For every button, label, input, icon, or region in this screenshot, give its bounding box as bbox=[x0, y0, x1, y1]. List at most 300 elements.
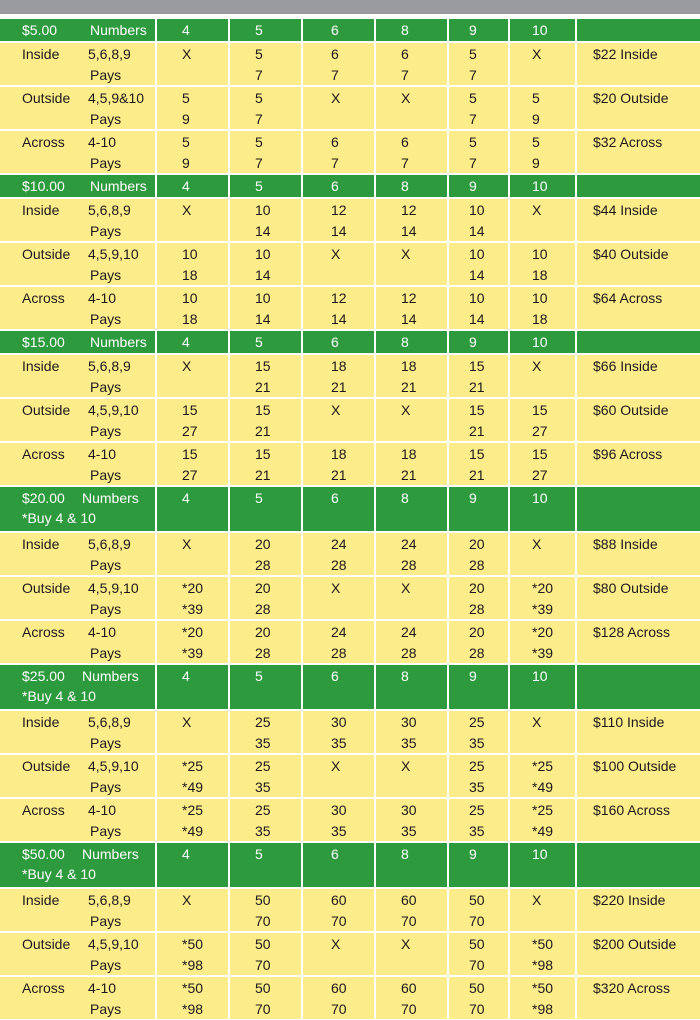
payout-cell bbox=[376, 355, 447, 397]
section-label-cell bbox=[0, 665, 155, 709]
bet-type-cell bbox=[0, 621, 155, 663]
payout-pays: *39 bbox=[182, 601, 204, 617]
pays-label: Pays bbox=[90, 557, 122, 573]
top-bar bbox=[0, 0, 700, 14]
payout-bet: 10 bbox=[469, 202, 485, 218]
payout-pays: 70 bbox=[255, 1001, 271, 1017]
payout-bet: 18 bbox=[401, 358, 417, 374]
payout-cell bbox=[230, 977, 301, 1019]
payout-cell bbox=[303, 287, 374, 329]
payout-bet: 24 bbox=[401, 536, 417, 552]
payout-bet: 12 bbox=[401, 290, 417, 306]
payout-cell bbox=[303, 355, 374, 397]
header-number: 8 bbox=[401, 846, 409, 862]
payout-cell bbox=[510, 243, 575, 285]
payout-pays: 28 bbox=[401, 645, 417, 661]
header-number: 5 bbox=[255, 334, 263, 350]
payout-bet: X bbox=[532, 892, 542, 908]
payout-bet: 30 bbox=[331, 802, 347, 818]
total-label: $128 Across bbox=[593, 624, 671, 640]
payout-bet: 5 bbox=[532, 134, 540, 150]
total-cell bbox=[577, 621, 700, 663]
payout-pays: 35 bbox=[255, 823, 271, 839]
numbers-label: Numbers bbox=[90, 334, 147, 350]
bet-row bbox=[0, 577, 700, 619]
payout-bet: 15 bbox=[182, 402, 198, 418]
payout-cell bbox=[303, 399, 374, 441]
payout-cell bbox=[230, 287, 301, 329]
payout-cell bbox=[157, 933, 228, 975]
payout-pays: 35 bbox=[469, 735, 485, 751]
header-number-cell bbox=[376, 487, 447, 531]
payout-cell bbox=[157, 131, 228, 173]
payout-cell bbox=[449, 287, 508, 329]
payout-bet: 25 bbox=[255, 758, 271, 774]
pays-label: Pays bbox=[90, 779, 122, 795]
payout-bet: X bbox=[331, 758, 341, 774]
header-number: 6 bbox=[331, 178, 339, 194]
payout-pays: 18 bbox=[532, 267, 548, 283]
bet-type-cell bbox=[0, 933, 155, 975]
header-total-cell bbox=[577, 487, 700, 531]
payout-pays: 9 bbox=[532, 111, 540, 127]
bet-type-cell bbox=[0, 287, 155, 329]
header-number-cell bbox=[376, 843, 447, 887]
total-label: $220 Inside bbox=[593, 892, 666, 908]
payout-pays: *98 bbox=[532, 957, 554, 973]
header-number: 8 bbox=[401, 22, 409, 38]
payout-bet: 20 bbox=[255, 536, 271, 552]
payout-cell bbox=[230, 889, 301, 931]
payout-bet: 10 bbox=[182, 246, 198, 262]
payout-cell bbox=[157, 287, 228, 329]
payout-bet: X bbox=[532, 46, 542, 62]
payout-pays: *49 bbox=[532, 779, 554, 795]
payout-pays: 7 bbox=[255, 67, 263, 83]
payout-cell bbox=[230, 533, 301, 575]
payout-cell bbox=[230, 711, 301, 753]
bet-type: Across bbox=[22, 134, 65, 150]
bet-type-cell bbox=[0, 977, 155, 1019]
total-cell bbox=[577, 889, 700, 931]
bet-row bbox=[0, 443, 700, 485]
payout-pays: 14 bbox=[469, 311, 485, 327]
bet-type: Across bbox=[22, 446, 65, 462]
payout-pays: 28 bbox=[469, 601, 485, 617]
payout-pays: 70 bbox=[401, 913, 417, 929]
total-label: $80 Outside bbox=[593, 580, 669, 596]
bet-type: Outside bbox=[22, 580, 71, 596]
bet-numbers: 4,5,9,10 bbox=[88, 580, 139, 596]
payout-pays: 21 bbox=[255, 423, 271, 439]
section-label-cell bbox=[0, 19, 155, 41]
header-number-cell bbox=[157, 331, 228, 353]
payout-cell bbox=[510, 399, 575, 441]
bet-type-cell bbox=[0, 533, 155, 575]
pays-label: Pays bbox=[90, 823, 122, 839]
payout-cell bbox=[510, 977, 575, 1019]
payout-pays: 21 bbox=[469, 423, 485, 439]
payout-pays: 28 bbox=[255, 557, 271, 573]
payout-cell bbox=[303, 131, 374, 173]
header-number: 9 bbox=[469, 668, 477, 684]
payout-bet: 12 bbox=[401, 202, 417, 218]
payout-pays: 21 bbox=[469, 379, 485, 395]
payout-bet: X bbox=[532, 714, 542, 730]
header-number-cell bbox=[303, 843, 374, 887]
payout-cell bbox=[449, 711, 508, 753]
payout-bet: X bbox=[401, 580, 411, 596]
total-cell bbox=[577, 399, 700, 441]
bet-type: Outside bbox=[22, 402, 71, 418]
payout-cell bbox=[510, 755, 575, 797]
header-number: 10 bbox=[532, 668, 548, 684]
bet-type: Across bbox=[22, 290, 65, 306]
payout-cell bbox=[157, 243, 228, 285]
pays-label: Pays bbox=[90, 423, 122, 439]
payout-cell bbox=[230, 577, 301, 619]
bet-row bbox=[0, 43, 700, 85]
pays-label: Pays bbox=[90, 957, 122, 973]
payout-cell bbox=[303, 889, 374, 931]
header-number: 9 bbox=[469, 178, 477, 194]
payout-pays: *98 bbox=[182, 957, 204, 973]
section-header-row bbox=[0, 665, 700, 709]
payout-cell bbox=[510, 43, 575, 85]
numbers-label: Numbers bbox=[90, 22, 147, 38]
payout-bet: X bbox=[331, 246, 341, 262]
payout-cell bbox=[510, 131, 575, 173]
payout-pays: 14 bbox=[255, 311, 271, 327]
payout-bet: *25 bbox=[532, 802, 554, 818]
total-cell bbox=[577, 933, 700, 975]
bet-numbers: 4,5,9,10 bbox=[88, 402, 139, 418]
payout-cell bbox=[230, 199, 301, 241]
payout-bet: 10 bbox=[255, 246, 271, 262]
bet-type: Inside bbox=[22, 202, 60, 218]
payout-pays: 35 bbox=[469, 823, 485, 839]
payout-pays: 28 bbox=[331, 557, 347, 573]
payout-cell bbox=[376, 711, 447, 753]
total-label: $40 Outside bbox=[593, 246, 669, 262]
payout-bet: 10 bbox=[255, 290, 271, 306]
payout-cell bbox=[303, 577, 374, 619]
bet-type-cell bbox=[0, 199, 155, 241]
total-label: $60 Outside bbox=[593, 402, 669, 418]
payout-cell bbox=[449, 355, 508, 397]
payout-pays: *98 bbox=[532, 1001, 554, 1017]
payout-bet: *25 bbox=[182, 802, 204, 818]
header-number-cell bbox=[510, 175, 575, 197]
bet-type: Outside bbox=[22, 90, 71, 106]
payout-cell bbox=[230, 131, 301, 173]
payout-cell bbox=[157, 977, 228, 1019]
payout-bet: 30 bbox=[401, 802, 417, 818]
header-number-cell bbox=[510, 665, 575, 709]
payout-cell bbox=[303, 799, 374, 841]
payout-cell bbox=[157, 755, 228, 797]
payout-pays: 21 bbox=[401, 379, 417, 395]
header-number: 8 bbox=[401, 490, 409, 506]
payout-cell bbox=[510, 799, 575, 841]
header-number: 6 bbox=[331, 668, 339, 684]
payout-pays: 14 bbox=[255, 267, 271, 283]
bet-type: Across bbox=[22, 980, 65, 996]
header-number: 9 bbox=[469, 846, 477, 862]
payout-bet: 12 bbox=[331, 290, 347, 306]
payout-cell bbox=[376, 287, 447, 329]
header-number: 5 bbox=[255, 668, 263, 684]
payout-cell bbox=[449, 199, 508, 241]
payout-cell bbox=[230, 243, 301, 285]
header-number: 8 bbox=[401, 668, 409, 684]
bet-numbers: 5,6,8,9 bbox=[88, 46, 131, 62]
payout-cell bbox=[376, 933, 447, 975]
payout-cell bbox=[157, 43, 228, 85]
payout-cell bbox=[157, 711, 228, 753]
payout-bet: 5 bbox=[255, 134, 263, 150]
payout-cell bbox=[157, 577, 228, 619]
header-number-cell bbox=[376, 665, 447, 709]
payout-bet: X bbox=[401, 758, 411, 774]
payout-pays: 28 bbox=[469, 557, 485, 573]
bet-type: Inside bbox=[22, 536, 60, 552]
payout-cell bbox=[449, 43, 508, 85]
payout-cell bbox=[449, 443, 508, 485]
payout-bet: 10 bbox=[532, 246, 548, 262]
header-number-cell bbox=[303, 331, 374, 353]
total-cell bbox=[577, 355, 700, 397]
payout-bet: *50 bbox=[532, 936, 554, 952]
header-number: 6 bbox=[331, 846, 339, 862]
payout-pays: 27 bbox=[532, 423, 548, 439]
payout-cell bbox=[376, 87, 447, 129]
payout-cell bbox=[303, 87, 374, 129]
payout-pays: 21 bbox=[401, 467, 417, 483]
payout-cell bbox=[376, 621, 447, 663]
header-total-cell bbox=[577, 843, 700, 887]
payout-pays: 35 bbox=[255, 779, 271, 795]
payout-bet: 10 bbox=[469, 246, 485, 262]
payout-bet: 6 bbox=[331, 134, 339, 150]
bet-numbers: 4,5,9,10 bbox=[88, 936, 139, 952]
bet-amount: $15.00 bbox=[22, 334, 65, 350]
total-cell bbox=[577, 287, 700, 329]
payout-pays: 28 bbox=[401, 557, 417, 573]
payout-cell bbox=[303, 711, 374, 753]
payout-cell bbox=[510, 533, 575, 575]
payout-pays: 7 bbox=[401, 67, 409, 83]
payout-bet: *20 bbox=[182, 580, 204, 596]
payout-bet: 30 bbox=[331, 714, 347, 730]
pays-label: Pays bbox=[90, 913, 122, 929]
payout-cell bbox=[376, 43, 447, 85]
payout-cell bbox=[376, 199, 447, 241]
total-label: $88 Inside bbox=[593, 536, 658, 552]
header-number: 9 bbox=[469, 22, 477, 38]
pays-label: Pays bbox=[90, 379, 122, 395]
payout-pays: *39 bbox=[532, 601, 554, 617]
payout-pays: 35 bbox=[401, 735, 417, 751]
bet-amount: $10.00 bbox=[22, 178, 65, 194]
bet-numbers: 4,5,9&10 bbox=[88, 90, 145, 106]
payout-bet: 5 bbox=[469, 90, 477, 106]
payout-pays: *39 bbox=[182, 645, 204, 661]
payout-cell bbox=[449, 131, 508, 173]
pays-label: Pays bbox=[90, 645, 122, 661]
pays-label: Pays bbox=[90, 1001, 122, 1017]
payout-bet: 15 bbox=[469, 358, 485, 374]
payout-cell bbox=[376, 243, 447, 285]
bet-type: Inside bbox=[22, 714, 60, 730]
payout-bet: 50 bbox=[255, 892, 271, 908]
buy-note: *Buy 4 & 10 bbox=[22, 688, 96, 704]
header-number-cell bbox=[157, 175, 228, 197]
payout-bet: 24 bbox=[331, 536, 347, 552]
payout-bet: 10 bbox=[255, 202, 271, 218]
payout-bet: X bbox=[401, 402, 411, 418]
header-number-cell bbox=[230, 843, 301, 887]
section-label-cell bbox=[0, 331, 155, 353]
payout-pays: 14 bbox=[331, 223, 347, 239]
header-number: 4 bbox=[182, 490, 190, 506]
payout-bet: X bbox=[401, 936, 411, 952]
header-number-cell bbox=[157, 487, 228, 531]
payout-bet: *25 bbox=[182, 758, 204, 774]
bet-numbers: 4-10 bbox=[88, 624, 117, 640]
payout-bet: 12 bbox=[331, 202, 347, 218]
payout-cell bbox=[303, 933, 374, 975]
payout-bet: X bbox=[182, 202, 192, 218]
bet-type: Inside bbox=[22, 46, 60, 62]
payout-cell bbox=[157, 87, 228, 129]
bet-type: Across bbox=[22, 802, 65, 818]
bet-row bbox=[0, 287, 700, 329]
payout-cell bbox=[376, 799, 447, 841]
bet-type: Across bbox=[22, 624, 65, 640]
payout-bet: 18 bbox=[331, 358, 347, 374]
payout-pays: 18 bbox=[182, 267, 198, 283]
payout-pays: 9 bbox=[532, 155, 540, 171]
header-number-cell bbox=[157, 843, 228, 887]
payout-bet: 15 bbox=[532, 402, 548, 418]
header-number: 4 bbox=[182, 846, 190, 862]
total-cell bbox=[577, 443, 700, 485]
total-label: $200 Outside bbox=[593, 936, 677, 952]
total-label: $44 Inside bbox=[593, 202, 658, 218]
header-number: 10 bbox=[532, 178, 548, 194]
total-cell bbox=[577, 577, 700, 619]
payout-bet: 5 bbox=[469, 134, 477, 150]
bet-row bbox=[0, 933, 700, 975]
payout-bet: 18 bbox=[331, 446, 347, 462]
payout-bet: 6 bbox=[401, 134, 409, 150]
payout-pays: 18 bbox=[182, 311, 198, 327]
payout-cell bbox=[303, 977, 374, 1019]
bet-type-cell bbox=[0, 399, 155, 441]
bet-row bbox=[0, 131, 700, 173]
payout-bet: X bbox=[182, 46, 192, 62]
payout-cell bbox=[510, 287, 575, 329]
bet-row bbox=[0, 977, 700, 1019]
bet-type-cell bbox=[0, 711, 155, 753]
payout-bet: 50 bbox=[255, 936, 271, 952]
payout-cell bbox=[376, 533, 447, 575]
header-number: 5 bbox=[255, 490, 263, 506]
bet-type-cell bbox=[0, 443, 155, 485]
total-label: $66 Inside bbox=[593, 358, 658, 374]
total-label: $96 Across bbox=[593, 446, 663, 462]
payout-pays: 27 bbox=[532, 467, 548, 483]
payout-cell bbox=[157, 399, 228, 441]
bet-row bbox=[0, 711, 700, 753]
bet-type-cell bbox=[0, 87, 155, 129]
payout-pays: 14 bbox=[331, 311, 347, 327]
payout-cell bbox=[230, 443, 301, 485]
payout-bet: X bbox=[331, 936, 341, 952]
header-number: 9 bbox=[469, 490, 477, 506]
payout-bet: 25 bbox=[469, 758, 485, 774]
header-number-cell bbox=[157, 19, 228, 41]
bet-type-cell bbox=[0, 889, 155, 931]
header-number: 8 bbox=[401, 334, 409, 350]
payout-pays: 70 bbox=[331, 1001, 347, 1017]
payout-cell bbox=[449, 621, 508, 663]
bet-type: Inside bbox=[22, 892, 60, 908]
header-number: 6 bbox=[331, 490, 339, 506]
pays-label: Pays bbox=[90, 267, 122, 283]
bet-row bbox=[0, 399, 700, 441]
payout-bet: 15 bbox=[532, 446, 548, 462]
payout-cell bbox=[449, 399, 508, 441]
bet-numbers: 4,5,9,10 bbox=[88, 246, 139, 262]
payout-bet: 15 bbox=[255, 402, 271, 418]
payout-bet: 10 bbox=[182, 290, 198, 306]
bet-amount: $25.00 bbox=[22, 668, 65, 684]
payout-bet: X bbox=[401, 90, 411, 106]
payout-pays: 28 bbox=[255, 645, 271, 661]
bet-row bbox=[0, 889, 700, 931]
bet-amount: $5.00 bbox=[22, 22, 58, 38]
payout-cell bbox=[303, 243, 374, 285]
payout-bet: 25 bbox=[255, 802, 271, 818]
payout-bet: X bbox=[182, 714, 192, 730]
numbers-label: Numbers bbox=[82, 490, 139, 506]
payout-pays: 14 bbox=[255, 223, 271, 239]
payout-bet: 60 bbox=[331, 892, 347, 908]
header-number: 5 bbox=[255, 178, 263, 194]
total-cell bbox=[577, 43, 700, 85]
payout-pays: 70 bbox=[469, 957, 485, 973]
payout-pays: 7 bbox=[255, 155, 263, 171]
payout-bet: 20 bbox=[255, 624, 271, 640]
numbers-label: Numbers bbox=[82, 668, 139, 684]
payout-pays: 27 bbox=[182, 423, 198, 439]
payout-bet: 50 bbox=[469, 936, 485, 952]
payout-cell bbox=[157, 355, 228, 397]
bet-type: Outside bbox=[22, 758, 71, 774]
header-number-cell bbox=[230, 487, 301, 531]
payout-bet: X bbox=[331, 90, 341, 106]
payout-cell bbox=[376, 577, 447, 619]
payout-bet: X bbox=[182, 892, 192, 908]
payout-bet: 6 bbox=[401, 46, 409, 62]
header-number-cell bbox=[510, 19, 575, 41]
payout-cell bbox=[376, 399, 447, 441]
payout-pays: 7 bbox=[401, 155, 409, 171]
total-cell bbox=[577, 977, 700, 1019]
bet-row bbox=[0, 87, 700, 129]
